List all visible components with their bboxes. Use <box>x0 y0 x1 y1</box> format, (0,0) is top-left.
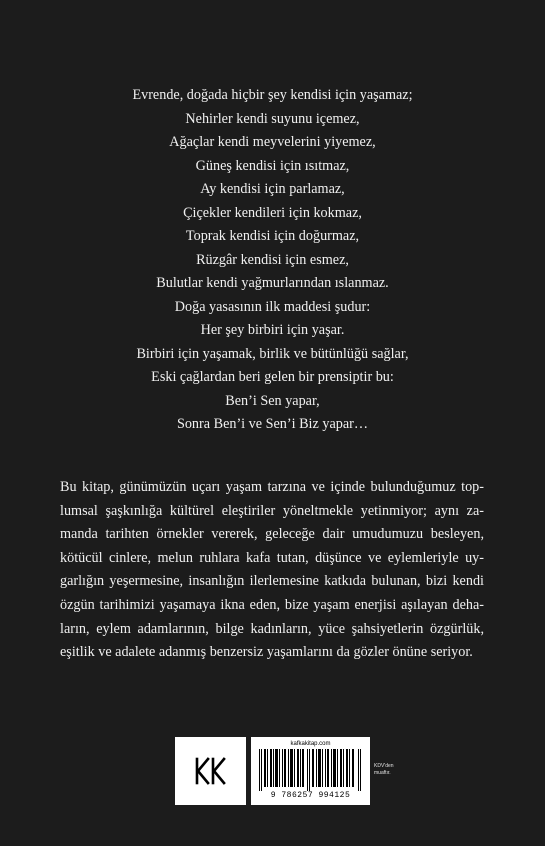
poem-line: Rüzgâr kendisi için esmez, <box>196 251 349 268</box>
poem-line: Güneş kendisi için ısıtmaz, <box>195 157 350 174</box>
poem-line: Doğa yasasının ilk maddesi şudur: <box>174 298 371 315</box>
description-line: kötücül cinlere, melun ruhlara kafa tutan, düşünce ve eylemleriyle uy- <box>60 549 484 566</box>
poem-line: Toprak kendisi için doğurmaz, <box>185 228 360 244</box>
poem-line: Eski çağlardan beri gelen bir prensiptir bu: <box>151 369 394 385</box>
poem-line: Evrende, doğada hiçbir şey kendisi için yaşamaz; <box>132 87 413 103</box>
description-line: özgün tarihimizi yaşamaya ikna eden, bize yaşam enerjisi aşılayan deha- <box>60 596 484 613</box>
poem-line: Birbiri için yaşamak, birlik ve bütünlüğü sağlar, <box>136 345 409 362</box>
poem-line: Nehirler kendi suyunu içemez, <box>185 110 360 127</box>
poem-line: Ben’i Sen yapar, <box>225 392 320 409</box>
kk-logo-icon <box>175 737 246 805</box>
isbn-number: 9 786257 994125 <box>270 791 351 800</box>
description-line: eşitlik ve adalete adanmış benzersiz yaşamlarını da gözler önüne seriyor. <box>60 644 473 661</box>
barcode-icon <box>259 749 362 791</box>
barcode-label <box>251 737 370 805</box>
tax-note <box>374 763 414 777</box>
poem-block <box>0 84 545 437</box>
description-line: ların, eylem adamlarının, bilge kadınların, yüce şahsiyetlerin özgürlük, <box>60 620 484 637</box>
tax-note-line: KDV'den <box>374 763 394 769</box>
publisher-website: kafkakitap.com <box>290 741 331 747</box>
description-line: garlığın yeşermesine, insanlığın ilerlemesine katkıda bulunan, bizi kendi <box>60 573 484 590</box>
description-line: lumsal şaşkınlığa kültürel eleştiriler yöneltmekle yetinmiyor; aynı za- <box>60 502 484 519</box>
poem-line: Ağaçlar kendi meyvelerini yiyemez, <box>169 134 376 150</box>
description-line: manda tarihten örnekler vererek, geleceğe dair umudumuzu besleyen, <box>60 526 484 543</box>
poem-line: Sonra Ben’i ve Sen’i Biz yapar… <box>176 416 369 432</box>
poem-line: Çiçekler kendileri için kokmaz, <box>183 204 362 221</box>
book-description <box>60 476 484 665</box>
poem-line: Bulutlar kendi yağmurlarından ıslanmaz. <box>156 275 389 291</box>
publisher-logo <box>175 737 246 805</box>
tax-note-line: muaftır. <box>374 770 391 776</box>
poem-line: Ay kendisi için parlamaz, <box>200 181 345 197</box>
poem-line: Her şey birbiri için yaşar. <box>200 322 345 338</box>
description-line: Bu kitap, günümüzün uçarı yaşam tarzına ve içinde bulunduğumuz top- <box>60 479 484 495</box>
